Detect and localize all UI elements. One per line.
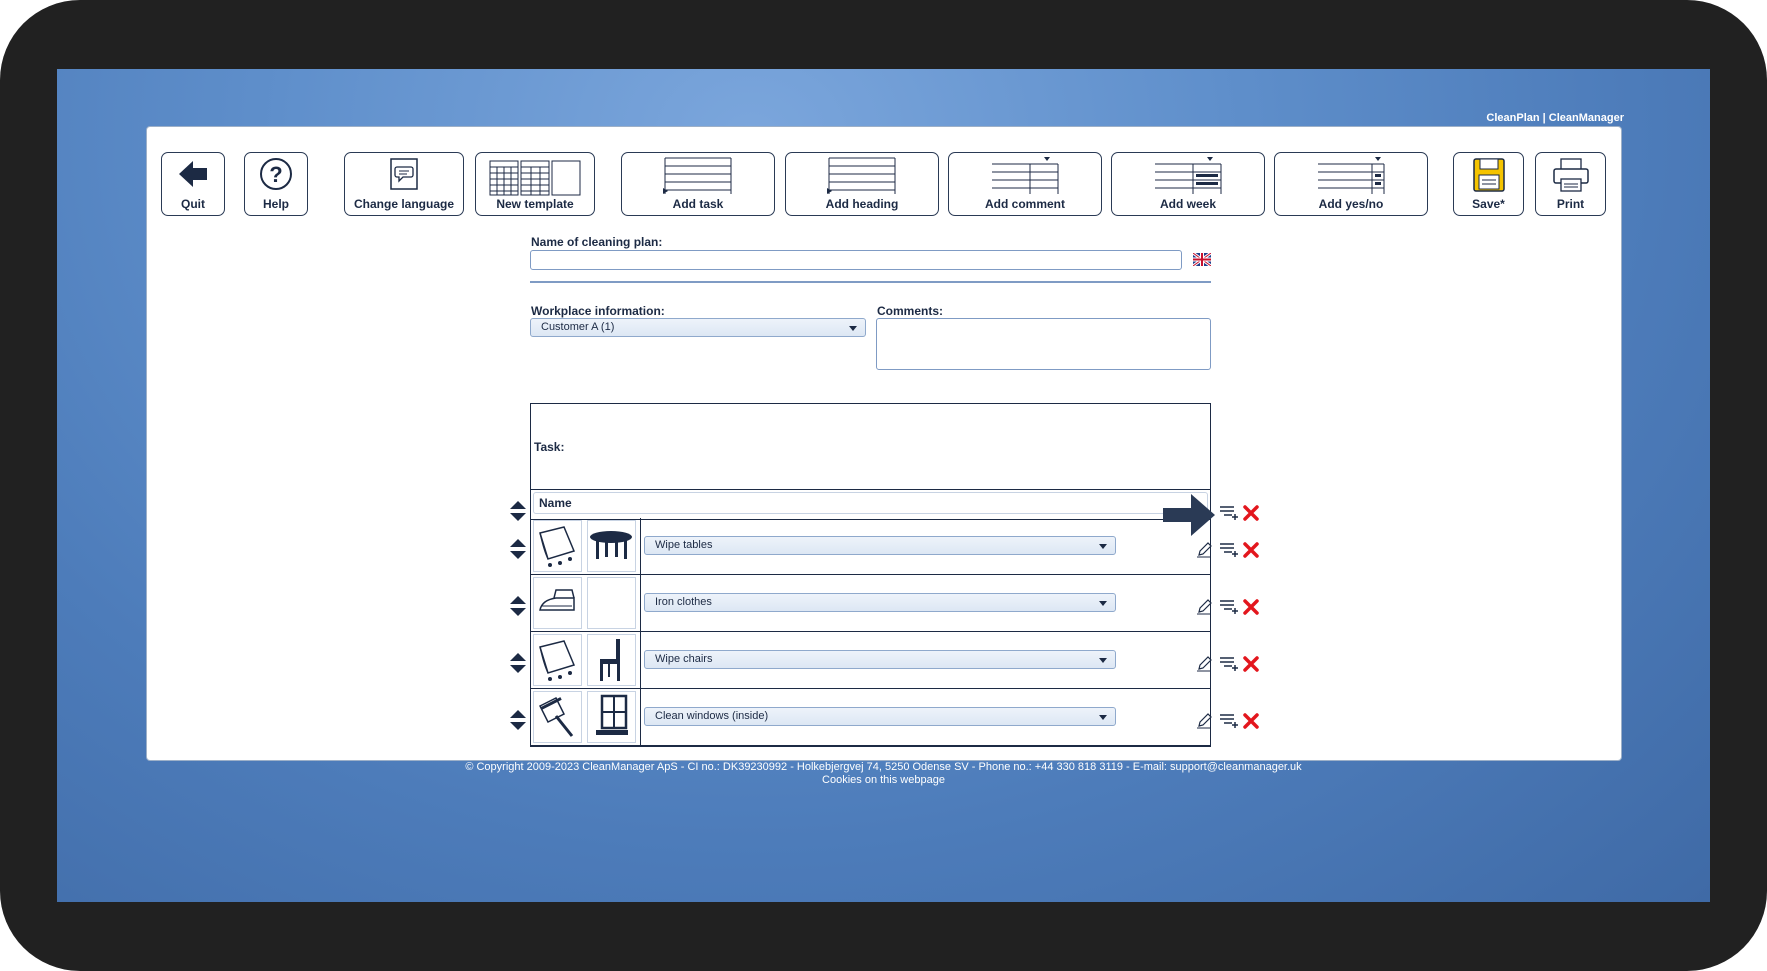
insert-row-icon[interactable] <box>1219 542 1239 558</box>
quit-label: Quit <box>181 197 205 211</box>
new-template-button[interactable] <box>475 152 595 216</box>
add-comment-label: Add comment <box>984 197 1065 211</box>
insert-row-icon[interactable] <box>1219 713 1239 729</box>
workplace-select[interactable] <box>530 318 866 337</box>
table-comment-icon <box>990 156 1060 196</box>
help-label: Help <box>262 197 289 211</box>
cell-divider <box>640 689 641 745</box>
table-row <box>531 632 1210 689</box>
table-heading-icon <box>827 156 897 196</box>
task-select[interactable] <box>644 707 1116 726</box>
empty-picture-slot[interactable] <box>587 577 636 629</box>
uk-flag-icon[interactable] <box>1193 253 1211 266</box>
save-button[interactable] <box>1453 152 1524 216</box>
insert-row-icon[interactable] <box>1219 656 1239 672</box>
callout-arrow-icon <box>1161 492 1217 538</box>
brand-label: CleanPlan | CleanManager <box>1486 112 1624 124</box>
speech-bubble-icon <box>389 157 419 191</box>
add-yesno-label: Add yes/no <box>1318 197 1384 211</box>
help-button[interactable] <box>244 152 308 216</box>
floppy-disk-icon <box>1472 157 1506 193</box>
chevron-down-icon <box>849 326 857 331</box>
squeegee-icon[interactable] <box>533 691 582 743</box>
add-heading-button[interactable] <box>785 152 939 216</box>
delete-icon[interactable] <box>1243 542 1259 558</box>
task-value: Clean windows (inside) <box>655 710 769 722</box>
task-select[interactable] <box>644 593 1116 612</box>
add-week-label: Add week <box>1159 197 1216 211</box>
task-table <box>530 403 1211 747</box>
pencil-icon[interactable] <box>1196 713 1212 729</box>
save-label: Save* <box>1472 197 1505 211</box>
task-value: Wipe tables <box>655 539 713 551</box>
window-icon[interactable] <box>587 691 636 743</box>
copyright-text: © Copyright 2009-2023 CleanManager ApS - CI no.: DK39230992 - Holkebjergvej 74, 5250 Odense SV - Phone no.: +44 330 818 3119 - E-mail: support@cleanmanager.uk <box>465 761 1302 773</box>
table-row <box>531 518 1210 575</box>
desktop-screen <box>57 69 1710 902</box>
add-task-label: Add task <box>672 197 724 211</box>
chevron-down-icon <box>1099 544 1107 549</box>
delete-icon[interactable] <box>1243 505 1259 521</box>
task-value: Wipe chairs <box>655 653 713 665</box>
insert-row-icon[interactable] <box>1219 599 1239 615</box>
sort-arrows-icon[interactable] <box>509 708 527 732</box>
pencil-icon[interactable] <box>1196 599 1212 615</box>
printer-icon <box>1551 157 1591 193</box>
table-row <box>531 575 1210 632</box>
add-comment-button[interactable] <box>948 152 1102 216</box>
task-label: Task: <box>534 440 565 454</box>
add-heading-label: Add heading <box>825 197 899 211</box>
cell-divider <box>640 632 641 688</box>
cookies-link[interactable]: Cookies on this webpage <box>822 774 945 786</box>
back-arrow-icon <box>177 159 209 189</box>
chevron-down-icon <box>1099 715 1107 720</box>
comments-label: Comments: <box>877 304 944 318</box>
template-icon <box>489 157 581 197</box>
task-select[interactable] <box>644 650 1116 669</box>
print-button[interactable] <box>1535 152 1606 216</box>
cloth-icon[interactable] <box>533 520 582 572</box>
comments-textarea[interactable] <box>876 318 1211 370</box>
new-template-label: New template <box>496 197 574 211</box>
task-select[interactable] <box>644 536 1116 555</box>
delete-icon[interactable] <box>1243 599 1259 615</box>
delete-icon[interactable] <box>1243 713 1259 729</box>
add-week-button[interactable] <box>1111 152 1265 216</box>
table-yesno-icon <box>1316 156 1386 196</box>
change-language-label: Change language <box>353 197 454 211</box>
sort-arrows-icon[interactable] <box>509 651 527 675</box>
name-header: Name <box>533 492 1208 514</box>
table-week-icon <box>1153 156 1223 196</box>
divider <box>530 281 1211 283</box>
svg-text:?: ? <box>269 162 283 187</box>
table-row <box>531 689 1210 746</box>
table-icon[interactable] <box>587 520 636 572</box>
plan-name-input[interactable] <box>530 250 1182 270</box>
cell-divider <box>640 575 641 631</box>
workplace-label: Workplace information: <box>531 304 665 318</box>
cloth-icon[interactable] <box>533 634 582 686</box>
sort-arrows-icon[interactable] <box>509 594 527 618</box>
pencil-icon[interactable] <box>1196 656 1212 672</box>
task-value: Iron clothes <box>655 596 712 608</box>
question-icon <box>259 157 293 191</box>
change-language-button[interactable] <box>344 152 464 216</box>
quit-button[interactable] <box>161 152 225 216</box>
add-yesno-button[interactable] <box>1274 152 1428 216</box>
add-task-button[interactable] <box>621 152 775 216</box>
workplace-value: Customer A (1) <box>541 321 615 333</box>
cleaning-plan-panel <box>146 126 1622 761</box>
table-task-icon <box>663 156 733 196</box>
cell-divider <box>640 518 641 574</box>
iron-icon[interactable] <box>533 577 582 629</box>
insert-row-icon[interactable] <box>1219 505 1239 521</box>
chevron-down-icon <box>1099 658 1107 663</box>
pencil-icon[interactable] <box>1196 542 1212 558</box>
print-label: Print <box>1556 197 1585 211</box>
chevron-down-icon <box>1099 601 1107 606</box>
sort-arrows-icon[interactable] <box>509 499 527 523</box>
header-row <box>531 489 1210 520</box>
plan-name-label: Name of cleaning plan: <box>531 235 663 249</box>
chair-icon[interactable] <box>587 634 636 686</box>
sort-arrows-icon[interactable] <box>509 537 527 561</box>
delete-icon[interactable] <box>1243 656 1259 672</box>
